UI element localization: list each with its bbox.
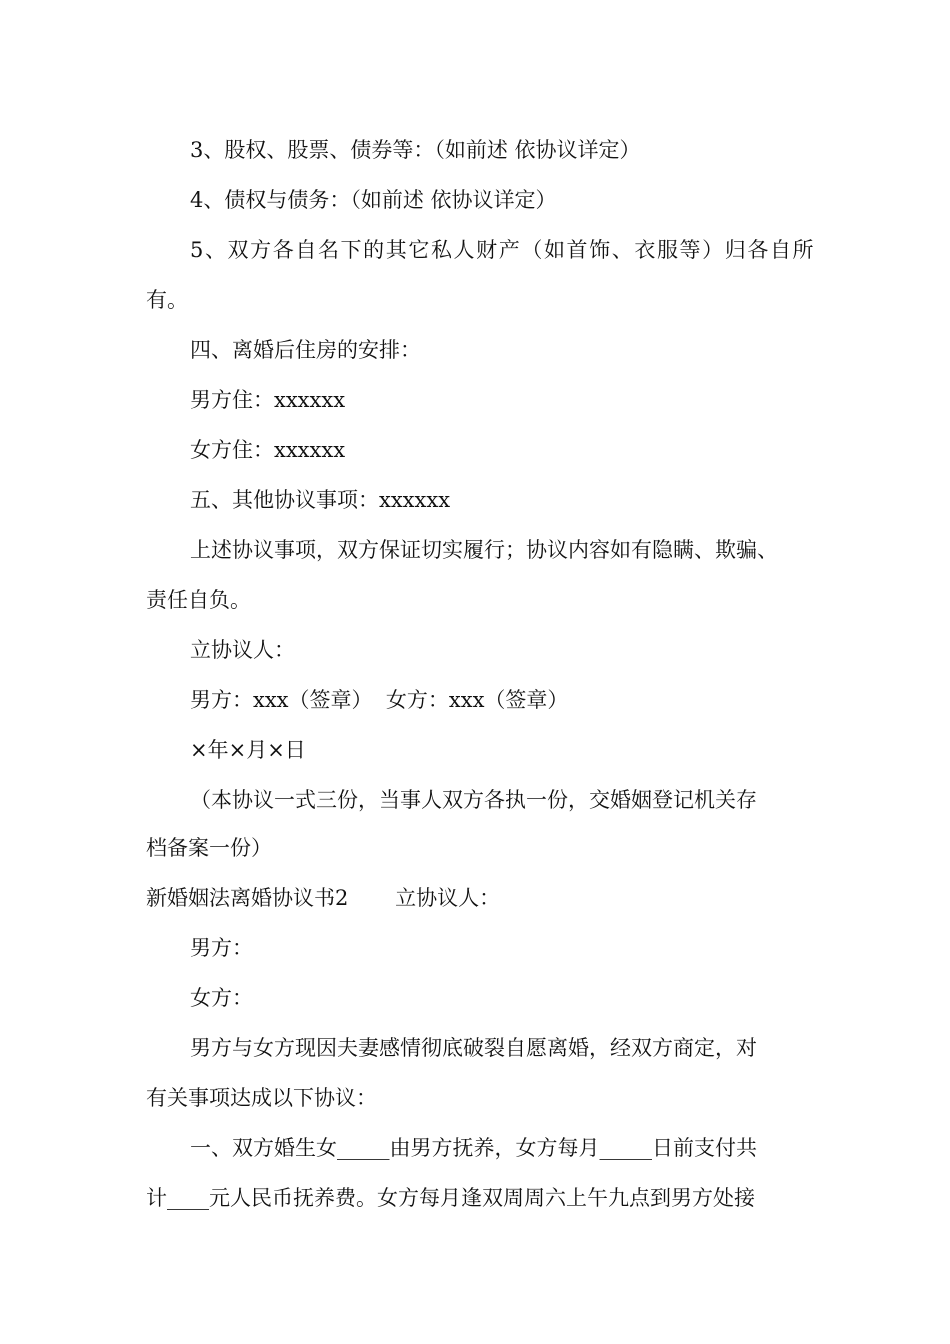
paragraph-line: 5、双方各自名下的其它私人财产（如首饰、衣服等）归各自所 (190, 238, 816, 262)
paragraph-line: 男方住：xxxxxx (190, 388, 346, 412)
paragraph-line: 女方： (190, 986, 253, 1010)
section-heading: 四、离婚后住房的安排： (190, 338, 421, 362)
paragraph-line: 有。 (146, 288, 188, 312)
document-title: 新婚姻法离婚协议书2 立协议人： (146, 886, 501, 910)
paragraph-line: 有关事项达成以下协议： (146, 1086, 377, 1110)
paragraph-line: （本协议一式三份，当事人双方各执一份，交婚姻登记机关存 (190, 788, 757, 812)
paragraph-line: 男方： (190, 936, 253, 960)
paragraph-line: 档备案一份） (146, 836, 272, 860)
paragraph-line: 男方与女方现因夫妻感情彻底破裂自愿离婚，经双方商定，对 (190, 1036, 757, 1060)
paragraph-line: 立协议人： (190, 638, 295, 662)
paragraph-line: 3、股权、股票、债券等：（如前述 依协议详定） (190, 138, 641, 162)
section-heading: 五、其他协议事项：xxxxxx (190, 488, 451, 512)
paragraph-line: 计____元人民币抚养费。女方每月逢双周周六上午九点到男方处接 (146, 1186, 755, 1210)
paragraph-line: 一、双方婚生女_____由男方抚养，女方每月_____日前支付共 (190, 1136, 757, 1160)
paragraph-line: 责任自负。 (146, 588, 251, 612)
signature-line: 男方：xxx（签章） 女方：xxx（签章） (190, 688, 569, 712)
paragraph-line: 女方住：xxxxxx (190, 438, 346, 462)
paragraph-line: 上述协议事项，双方保证切实履行；协议内容如有隐瞒、欺骗、 (190, 538, 778, 562)
paragraph-line: 4、债权与债务：（如前述 依协议详定） (190, 188, 557, 212)
date-line: ×年×月×日 (190, 738, 306, 762)
